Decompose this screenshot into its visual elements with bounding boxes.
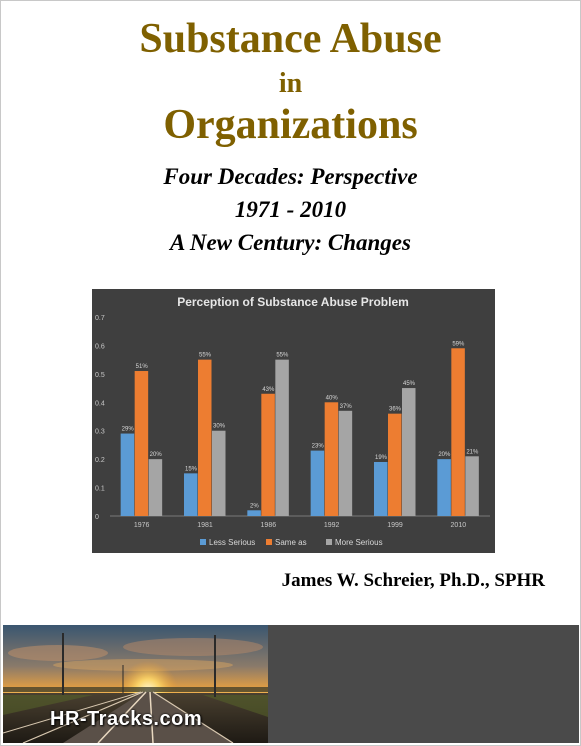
legend-swatch (200, 539, 206, 545)
x-tick-label: 1992 (323, 522, 340, 529)
data-label: 29% (121, 426, 134, 433)
bar-less-serious (374, 462, 388, 516)
chart-container (92, 289, 495, 553)
bar-same-as (451, 348, 465, 516)
data-label: 40% (325, 395, 338, 402)
y-tick-label: 0.3 (95, 428, 105, 436)
data-label: 23% (311, 443, 324, 450)
data-label: 59% (452, 341, 465, 348)
x-tick-label: 1981 (197, 522, 213, 529)
legend-label: Less Serious (209, 538, 256, 547)
data-label: 55% (276, 352, 289, 359)
legend-label: More Serious (335, 538, 383, 547)
x-tick-label: 1976 (133, 522, 150, 529)
y-tick-label: 0.7 (95, 315, 105, 322)
data-label: 2% (249, 503, 259, 510)
bar-less-serious (311, 451, 325, 516)
bar-more-serious (402, 388, 416, 516)
data-label: 21% (466, 449, 479, 456)
legend-label: Same as (275, 538, 307, 547)
bar-less-serious (247, 510, 260, 516)
bar-same-as (198, 360, 212, 516)
cover-dark-panel (268, 625, 579, 743)
y-tick-label: 0.1 (95, 485, 105, 493)
author-name: James W. Schreier, Ph.D., SPHR (281, 570, 545, 591)
bar-same-as (388, 414, 402, 516)
x-tick-label: 2010 (450, 522, 467, 529)
bar-same-as (261, 394, 275, 516)
data-label: 30% (212, 423, 226, 430)
legend-swatch (266, 539, 272, 545)
subtitle-line-3: A New Century: Changes (170, 230, 411, 255)
data-label: 36% (388, 406, 402, 413)
bar-less-serious (121, 434, 134, 516)
subtitle-line-2: 1971 - 2010 (234, 197, 347, 222)
subtitle-line-1: Four Decades: Perspective (163, 164, 418, 189)
title-line-2: in (278, 68, 303, 99)
bar-more-serious (275, 360, 289, 516)
legend-swatch (326, 539, 332, 545)
y-tick-label: 0.2 (95, 457, 105, 465)
data-label: 20% (438, 452, 451, 459)
data-label: 45% (402, 381, 416, 388)
data-label: 19% (374, 454, 388, 461)
title-line-3: Organizations (163, 102, 418, 148)
y-tick-label: 0.4 (95, 400, 105, 408)
bar-same-as (325, 402, 339, 516)
data-label: 43% (262, 386, 275, 393)
chart-title: Perception of Substance Abuse Problem (177, 295, 409, 309)
brand-logo-text: HR-Tracks.com (50, 708, 203, 730)
bar-less-serious (184, 473, 198, 516)
bar-less-serious (437, 459, 451, 516)
data-label: 20% (149, 452, 162, 459)
bar-more-serious (212, 431, 226, 516)
bar-chart (92, 289, 495, 553)
bar-same-as (135, 371, 149, 516)
x-tick-label: 1999 (387, 522, 403, 529)
y-tick-label: 0.6 (95, 343, 105, 351)
bar-more-serious (465, 456, 479, 516)
data-label: 15% (184, 466, 198, 473)
data-label: 55% (198, 352, 212, 359)
bar-more-serious (149, 459, 163, 516)
data-label: 51% (135, 364, 148, 371)
y-tick-label: 0 (95, 514, 99, 521)
x-tick-label: 1986 (260, 522, 277, 529)
y-tick-label: 0.5 (95, 371, 105, 379)
data-label: 37% (339, 403, 352, 410)
title-line-1: Substance Abuse (139, 16, 442, 62)
bar-more-serious (339, 411, 353, 516)
